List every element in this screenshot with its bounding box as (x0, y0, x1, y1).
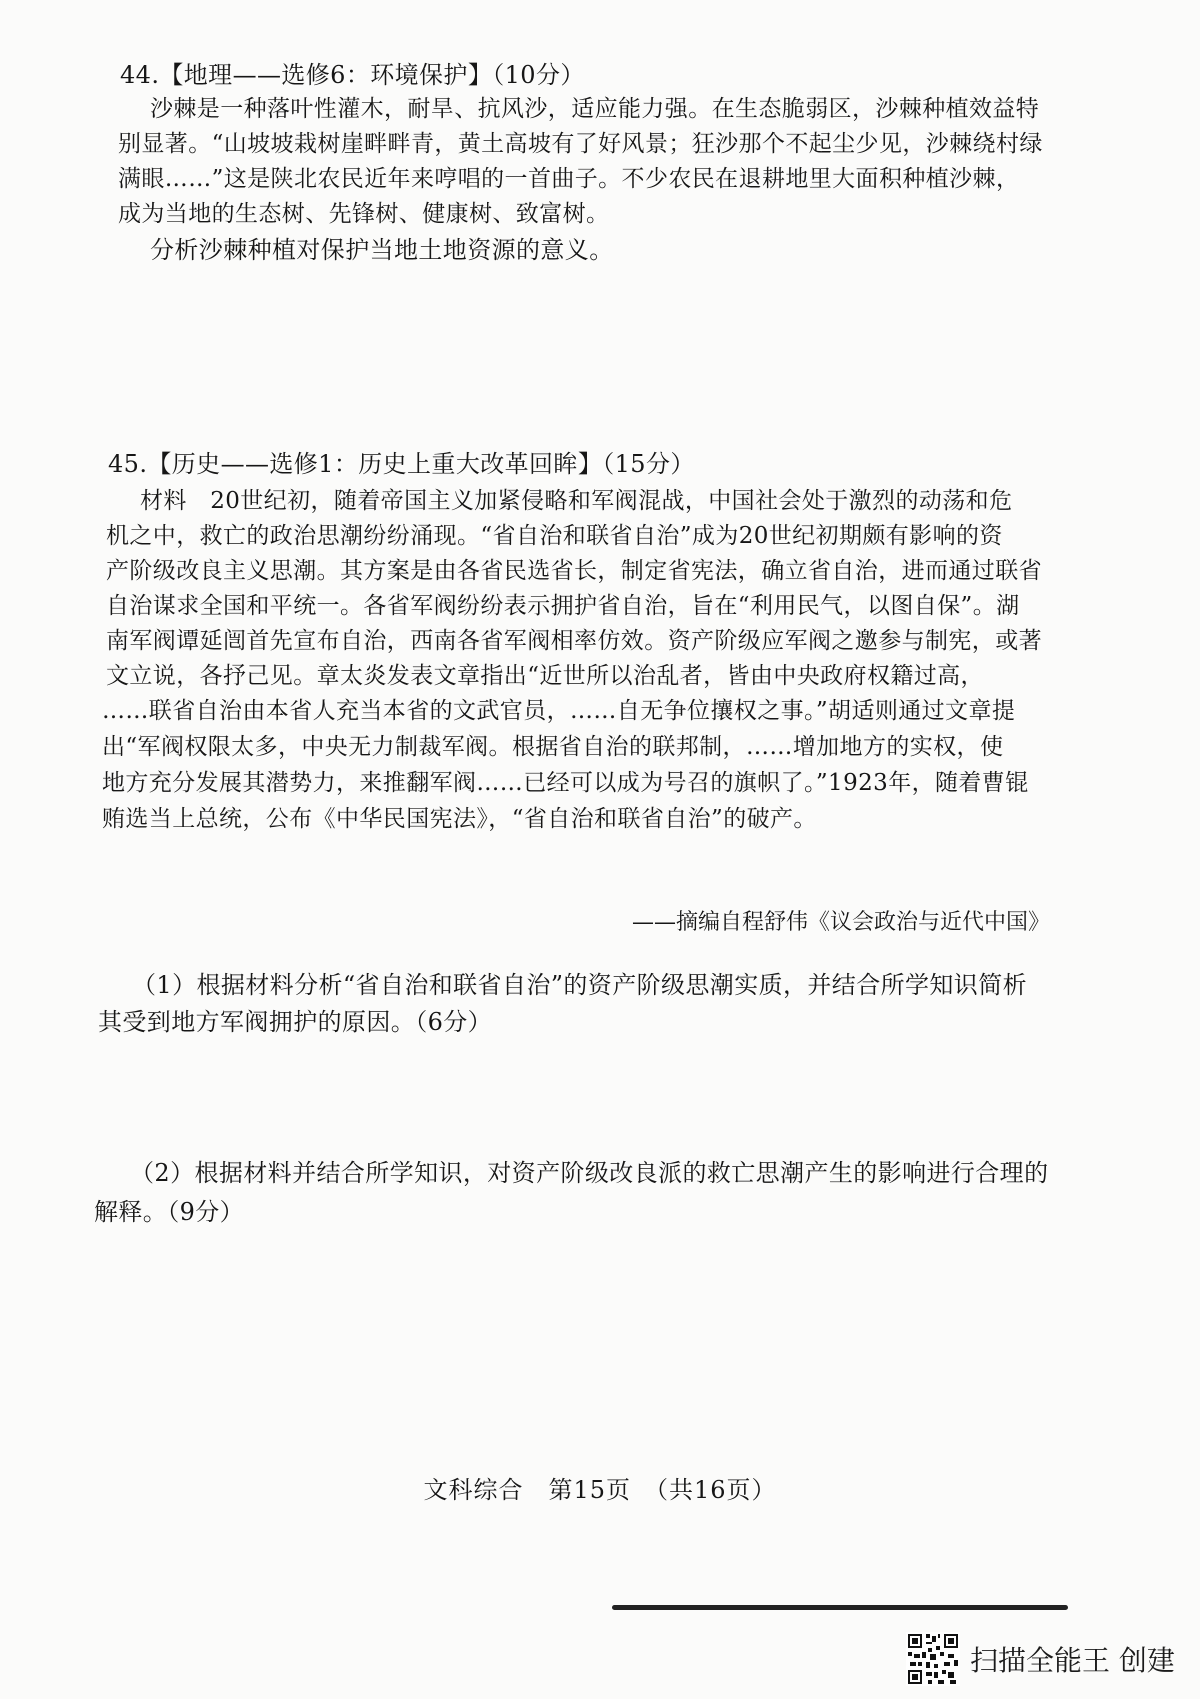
q45-material-line-7: ……联省自治由本省人充当本省的文武官员，……自无争位攘权之事。”胡适则通过文章提 (102, 698, 1016, 724)
q45-sub2-line-2: 解释。（9分） (94, 1198, 245, 1226)
q44-header: 44.【地理——选修6：环境保护】（10分） (120, 61, 585, 89)
scanner-watermark-text: 扫描全能王 创建 (970, 1644, 1175, 1677)
q45-material-line-3: 产阶级改良主义思潮。其方案是由各省民选省长，制定省宪法，确立省自治，进而通过联省 (106, 558, 1042, 584)
page-footer: 文科综合 第15页 （共16页） (423, 1476, 777, 1504)
q45-header: 45.【历史——选修1：历史上重大改革回眸】（15分） (108, 450, 695, 478)
q45-source: ——摘编自程舒伟《议会政治与近代中国》 (631, 910, 1050, 935)
scanner-watermark (906, 1632, 1175, 1686)
q45-material-line-6: 文立说，各抒己见。章太炎发表文章指出“近世所以治乱者，皆由中央政府权籍过高， (106, 663, 984, 689)
q44-question: 分析沙棘种植对保护当地土地资源的意义。 (150, 236, 614, 264)
q45-material-line-8: 出“军阀权限太多，中央无力制裁军阀。根据省自治的联邦制，……增加地方的实权，使 (102, 734, 1004, 760)
q44-line-4: 成为当地的生态树、先锋树、健康树、致富树。 (118, 201, 610, 227)
q44-line-2: 别显著。“山坡坡栽树崖畔畔青，黄土高坡有了好风景；狂沙那个不起尘少见，沙棘绕村绿 (118, 131, 1043, 157)
q44-line-3: 满眼……”这是陕北农民近年来哼唱的一首曲子。不少农民在退耕地里大面积种植沙棘， (118, 166, 1020, 192)
q45-material-line-1: 材料 20世纪初，随着帝国主义加紧侵略和军阀混战，中国社会处于激烈的动荡和危 (140, 488, 1013, 514)
q45-sub2-line-1: （2）根据材料并结合所学知识，对资产阶级改良派的救亡思潮产生的影响进行合理的 (130, 1159, 1049, 1187)
q45-material-line-2: 机之中，救亡的政治思潮纷纷涌现。“省自治和联省自治”成为20世纪初期颇有影响的资 (106, 523, 1003, 549)
q45-material-line-5: 南军阀谭延闿首先宣布自治，西南各省军阀相率仿效。资产阶级应军阀之邀参与制宪，或著 (106, 628, 1042, 654)
q45-material-line-10: 贿选当上总统，公布《中华民国宪法》，“省自治和联省自治”的破产。 (102, 806, 817, 832)
scan-edge-line (612, 1605, 1068, 1610)
q45-material-line-4: 自治谋求全国和平统一。各省军阀纷纷表示拥护省自治，旨在“利用民气，以图自保”。湖 (106, 593, 1020, 619)
q45-sub1-line-1: （1）根据材料分析“省自治和联省自治”的资产阶级思潮实质，并结合所学知识简析 (132, 971, 1028, 999)
q45-sub1-line-2: 其受到地方军阀拥护的原因。（6分） (98, 1008, 493, 1036)
qr-code-icon (906, 1632, 960, 1686)
q45-material-line-9: 地方充分发展其潜势力，来推翻军阀……已经可以成为号召的旗帜了。”1923年，随着曹锟 (102, 770, 1029, 796)
q44-line-1: 沙棘是一种落叶性灌木，耐旱、抗风沙，适应能力强。在生态脆弱区，沙棘种植效益特 (150, 96, 1040, 122)
